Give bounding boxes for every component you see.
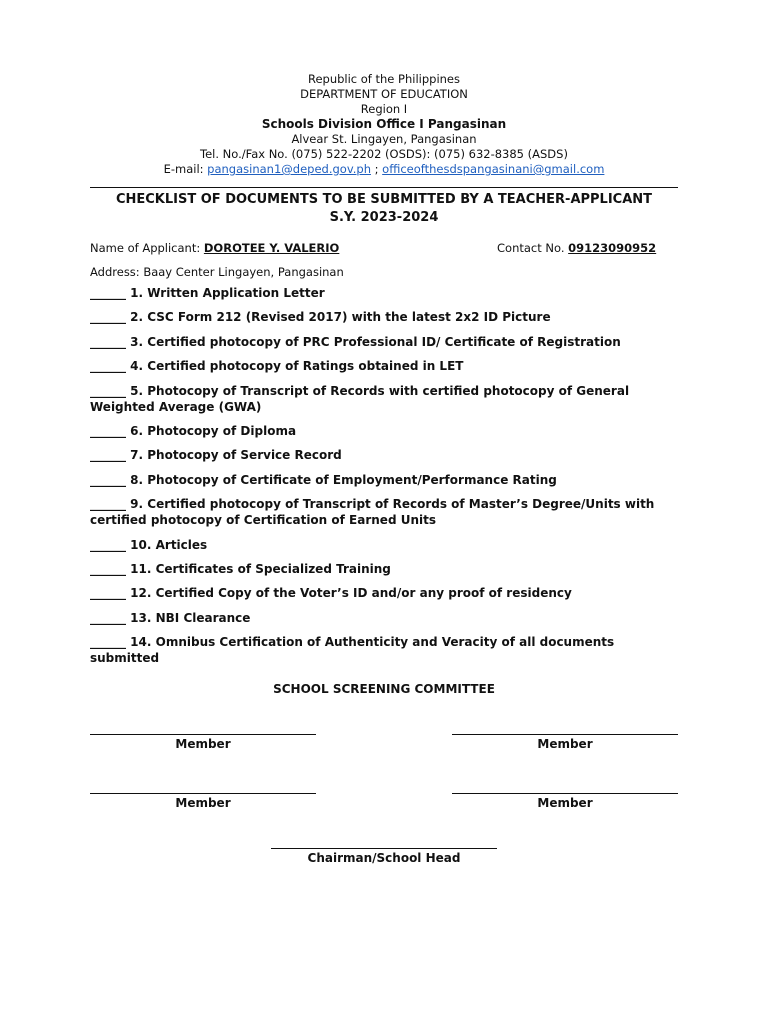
- region-line: Region I: [360, 102, 408, 116]
- applicant-info-row: [90, 241, 678, 257]
- checklist-item: ______ 11. Certificates of Specialized Training: [90, 561, 391, 576]
- member-label: Member: [175, 796, 231, 811]
- signature-row-2: [90, 793, 678, 833]
- checklist-item: ______ 6. Photocopy of Diploma: [90, 423, 297, 438]
- document-title: [90, 191, 678, 227]
- checklist-item: ______ 14. Omnibus Certification of Authenticity and Veracity of all documents submitted: [90, 635, 615, 666]
- header-divider: [90, 187, 678, 188]
- email-link-gmail[interactable]: officeofthesdspangasinani@gmail.com: [382, 162, 605, 176]
- signature-row-chairman: [90, 848, 678, 888]
- member-label: Member: [537, 796, 593, 811]
- applicant-name-value: DOROTEE Y. VALERIO: [203, 241, 340, 255]
- title-school-year: S.Y. 2023-2024: [329, 210, 439, 225]
- contact-label: Contact No.: [497, 241, 569, 255]
- signature-row-1: [90, 734, 678, 774]
- applicant-name-label: Name of Applicant:: [90, 241, 204, 255]
- signature-line: [90, 793, 316, 794]
- office-address: Alvear St. Lingayen, Pangasinan: [291, 132, 477, 146]
- signature-line: [452, 734, 678, 735]
- member-signature-block: [452, 734, 678, 751]
- signature-line: [452, 793, 678, 794]
- email-label: E-mail:: [163, 162, 208, 176]
- checklist-item: ______ 12. Certified Copy of the Voter’s ID and/or any proof of residency: [90, 586, 572, 601]
- document-page: [90, 72, 678, 888]
- email-separator: ;: [370, 162, 383, 176]
- member-signature-block: [90, 793, 316, 810]
- address-label: Address:: [90, 265, 144, 279]
- contact-field: [497, 241, 656, 255]
- checklist-item: ______ 10. Articles: [90, 537, 208, 552]
- checklist-item: ______ 4. Certified photocopy of Ratings obtained in LET: [90, 359, 464, 374]
- office-telephone: Tel. No./Fax No. (075) 522-2202 (OSDS): (075) 632-8385 (ASDS): [200, 147, 568, 161]
- department-line: DEPARTMENT OF EDUCATION: [300, 87, 468, 101]
- address-value: Baay Center Lingayen, Pangasinan: [143, 265, 344, 279]
- contact-value: 09123090952: [568, 241, 657, 255]
- applicant-address-row: [90, 265, 678, 279]
- checklist-item: ______ 8. Photocopy of Certificate of Employment/Performance Rating: [90, 472, 557, 487]
- signature-line: [90, 734, 316, 735]
- checklist-item: ______ 5. Photocopy of Transcript of Records with certified photocopy of General Weighted Average (GWA): [90, 383, 630, 414]
- member-signature-block: [90, 734, 316, 751]
- republic-line: Republic of the Philippines: [307, 72, 461, 86]
- email-link-deped[interactable]: pangasinan1@deped.gov.ph: [207, 162, 371, 176]
- office-email-line: [90, 162, 678, 177]
- checklist-item: ______ 9. Certified photocopy of Transcript of Records of Master’s Degree/Units with certified photocopy of Certification of Earned Units: [90, 497, 655, 528]
- chairman-label: Chairman/School Head: [307, 851, 461, 866]
- office-name: Schools Division Office I Pangasinan: [261, 117, 507, 131]
- member-label: Member: [175, 737, 231, 752]
- checklist-item: ______ 1. Written Application Letter: [90, 286, 325, 300]
- member-label: Member: [537, 737, 593, 752]
- signature-line: [271, 848, 497, 849]
- checklist-item: ______ 7. Photocopy of Service Record: [90, 448, 342, 463]
- checklist-item: ______ 3. Certified photocopy of PRC Professional ID/ Certificate of Registration: [90, 334, 621, 349]
- checklist-item: ______ 13. NBI Clearance: [90, 610, 251, 625]
- checklist-item: ______ 2. CSC Form 212 (Revised 2017) with the latest 2x2 ID Picture: [90, 310, 551, 325]
- member-signature-block: [452, 793, 678, 810]
- title-line-1: CHECKLIST OF DOCUMENTS TO BE SUBMITTED BY A TEACHER-APPLICANT: [115, 192, 653, 207]
- committee-heading: SCHOOL SCREENING COMMITTEE: [273, 682, 495, 697]
- chairman-signature-block: [271, 848, 497, 865]
- letterhead: [90, 72, 678, 177]
- document-checklist: [90, 285, 678, 666]
